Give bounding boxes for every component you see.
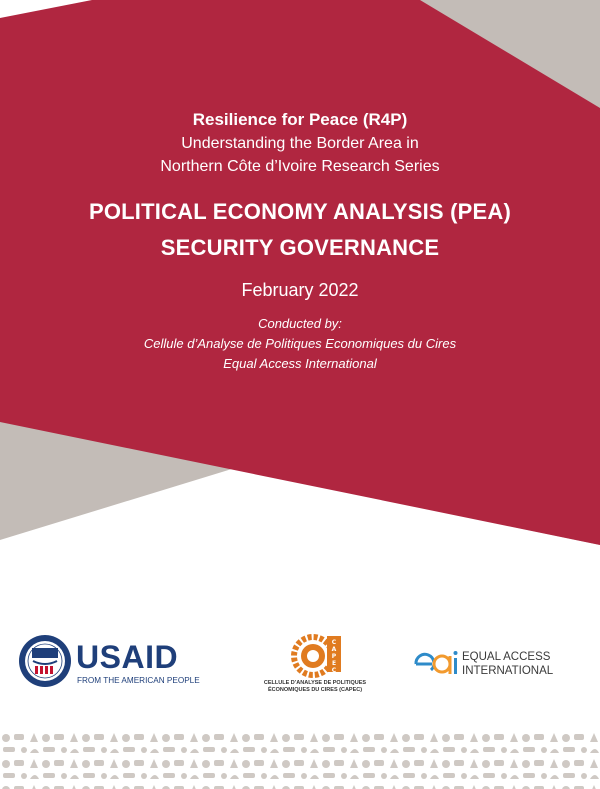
- series-subtitle-line2: Northern Côte d’Ivoire Research Series: [160, 158, 440, 175]
- eai-name-line1: EQUAL ACCESS: [462, 651, 551, 663]
- usaid-wordmark: USAID: [76, 639, 179, 675]
- partner-logos: [0, 620, 600, 710]
- svg-text:E: E: [331, 660, 337, 667]
- report-title-line2: SECURITY GOVERNANCE: [160, 235, 440, 260]
- eai-mark-icon: [412, 646, 458, 680]
- capec-logo: [262, 630, 368, 702]
- capec-caption-line2: ÉCONOMIQUES DU CIRES (CAPEC): [267, 687, 363, 693]
- svg-text:A: A: [331, 646, 337, 653]
- conducting-org-1: Cellule d’Analyse de Politiques Economiques du Cires: [143, 336, 457, 351]
- report-title-line1: POLITICAL ECONOMY ANALYSIS (PEA): [88, 199, 511, 224]
- cover-title-block: [0, 108, 600, 374]
- usaid-seal-icon: [18, 634, 72, 688]
- decorative-pattern-band: [0, 730, 600, 789]
- conducting-org-2: Equal Access International: [223, 356, 377, 371]
- eai-name-line2: INTERNATIONAL: [462, 665, 554, 677]
- usaid-logo: [18, 634, 208, 694]
- usaid-tagline: FROM THE AMERICAN PEOPLE: [77, 676, 200, 685]
- conducted-by-label: Conducted by:: [258, 316, 342, 331]
- capec-caption-line1: CELLULE D’ANALYSE DE POLITIQUES: [263, 680, 367, 686]
- series-name: Resilience for Peace (R4P): [192, 110, 408, 129]
- series-subtitle-line1: Understanding the Border Area in: [181, 135, 419, 152]
- svg-text:P: P: [331, 653, 337, 660]
- svg-text:C: C: [331, 667, 337, 674]
- report-date: February 2022: [241, 280, 359, 300]
- svg-text:C: C: [331, 639, 337, 646]
- eai-logo: [412, 646, 582, 686]
- capec-gear-icon: [285, 630, 345, 678]
